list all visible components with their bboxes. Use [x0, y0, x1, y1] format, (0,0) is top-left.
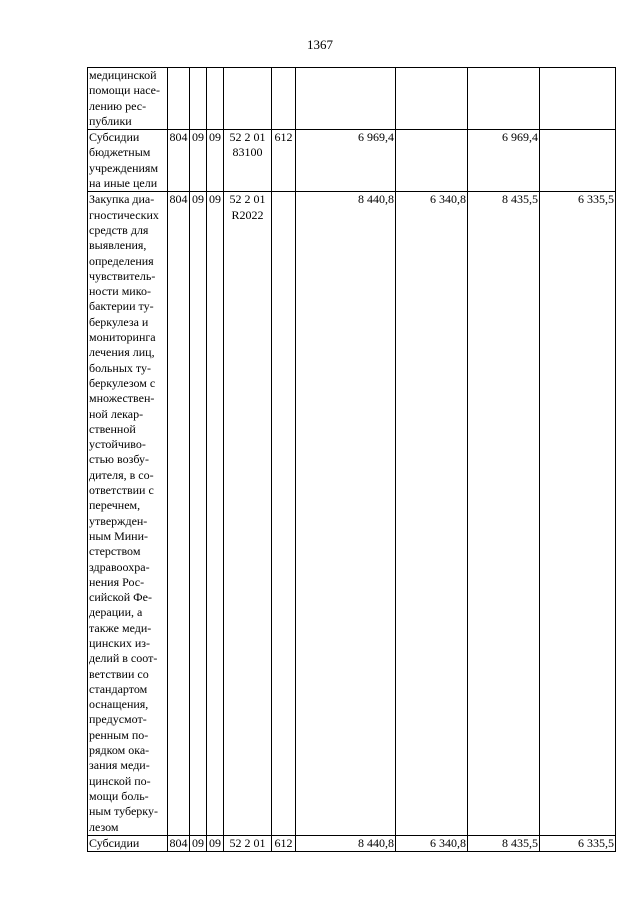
item-name-line: Субсидии	[89, 130, 140, 145]
item-name-line: лезом	[89, 819, 119, 834]
amount-cell-4	[540, 68, 616, 130]
item-name-line: выявления,	[89, 238, 147, 253]
item-name-line: также меди-	[89, 620, 152, 635]
amount-cell-1: 8 440,8	[296, 192, 396, 835]
item-name-line: предусмот-	[89, 712, 147, 727]
item-name-line: на иные цели	[89, 176, 158, 191]
item-name-line: оснащения,	[89, 697, 149, 712]
section-code-cell: 09	[190, 192, 207, 835]
item-name-cell	[88, 68, 168, 130]
expense-type-cell: 612	[272, 835, 296, 851]
amount-cell-2	[396, 130, 468, 192]
amount-cell-1	[296, 68, 396, 130]
target-article-cell	[224, 192, 272, 835]
item-name-line: стерством	[89, 544, 141, 559]
target-article-cell	[224, 68, 272, 130]
item-name-line: цинских из-	[89, 635, 151, 650]
item-name-line: беркулезом с	[89, 375, 156, 390]
table-row	[88, 835, 616, 851]
item-name-line: чувствитель-	[89, 268, 156, 283]
subsection-code-cell: 09	[207, 130, 224, 192]
target-article-line: R2022	[231, 207, 264, 222]
page-number: 1367	[307, 37, 333, 52]
table-row	[88, 192, 616, 835]
item-name-line: беркулеза и	[89, 314, 149, 329]
ministry-code-cell: 804	[169, 835, 188, 850]
item-name-line: нения Рос-	[89, 574, 145, 589]
item-name-line: устойчиво-	[89, 437, 146, 452]
target-article-cell	[224, 835, 272, 851]
amount-cell-1: 8 440,8	[296, 835, 396, 851]
budget-table	[87, 67, 616, 852]
item-name-cell	[88, 192, 168, 835]
item-name-line: дителя, в со-	[89, 467, 154, 482]
item-name-line: Закупка диа-	[89, 192, 155, 207]
expense-type-cell	[272, 68, 296, 130]
item-name-line: ответствии с	[89, 483, 154, 498]
item-name-cell	[88, 130, 168, 192]
item-name-line: средств для	[89, 222, 149, 237]
amount-cell-3: 6 969,4	[468, 130, 540, 192]
target-article-line: 83100	[232, 145, 263, 160]
target-article-line: 52 2 01	[229, 835, 266, 850]
item-name-line: публики	[89, 113, 132, 128]
table-row	[88, 68, 616, 130]
table-row	[88, 130, 616, 192]
ministry-code-cell: 804	[168, 130, 190, 192]
subsection-code-cell: 09	[207, 192, 224, 835]
item-name-line: ственной	[89, 421, 136, 436]
amount-cell-2: 6 340,8	[396, 835, 468, 851]
item-name-line: стью возбу-	[89, 452, 149, 467]
amount-cell-1: 6 969,4	[296, 130, 396, 192]
item-name-line: дерации, а	[89, 605, 143, 620]
item-name-line: утвержден-	[89, 513, 148, 528]
ministry-code-cell: 804	[168, 192, 190, 835]
item-name-line: зания меди-	[89, 758, 150, 773]
section-code-cell: 09	[190, 130, 207, 192]
item-name-line: гностических	[89, 207, 159, 222]
amount-cell-2: 6 340,8	[396, 192, 468, 835]
table-body	[88, 68, 616, 852]
item-name-line: медицинской	[89, 68, 157, 82]
expense-type-cell	[272, 192, 296, 835]
section-code-cell	[190, 68, 207, 130]
target-article-line: 52 2 01	[229, 130, 266, 145]
item-name-line: сийской Фе-	[89, 590, 152, 605]
item-name-line: Субсидии	[89, 835, 140, 850]
item-name-line: лению рес-	[89, 98, 147, 113]
item-name-line: ной лекар-	[89, 406, 144, 421]
amount-cell-3: 8 435,5	[468, 192, 540, 835]
item-name-line: множествен-	[89, 391, 155, 406]
item-name-line: мониторинга	[89, 330, 156, 345]
item-name-line: мощи боль-	[89, 788, 149, 803]
expense-type-cell: 612	[272, 130, 296, 192]
item-name-line: делий в соот-	[89, 651, 158, 666]
item-name-line: стандартом	[89, 681, 148, 696]
item-name-line: рядком ока-	[89, 743, 150, 758]
item-name-line: ным туберку-	[89, 804, 158, 819]
ministry-code-cell	[168, 68, 190, 130]
item-name-line: бактерии ту-	[89, 299, 154, 314]
section-code-cell: 09	[190, 835, 207, 851]
amount-cell-3	[468, 68, 540, 130]
item-name-line: перечнем,	[89, 498, 141, 513]
item-name-line: больных ту-	[89, 360, 151, 375]
item-name-cell	[88, 835, 168, 851]
item-name-line: ным Мини-	[89, 528, 149, 543]
item-name-line: ности мико-	[89, 284, 151, 299]
target-article-cell	[224, 130, 272, 192]
item-name-line: ренным по-	[89, 727, 149, 742]
item-name-line: определения	[89, 253, 154, 268]
amount-cell-2	[396, 68, 468, 130]
item-name-line: цинской по-	[89, 773, 151, 788]
amount-cell-4: 6 335,5	[540, 192, 616, 835]
amount-cell-3: 8 435,5	[468, 835, 540, 851]
item-name-line: лечения лиц,	[89, 345, 155, 360]
subsection-code-cell: 09	[207, 835, 224, 851]
item-name-line: здравоохра-	[89, 559, 150, 574]
item-name-line: ветствии со	[89, 666, 149, 681]
item-name-line: бюджетным	[89, 145, 151, 160]
item-name-line: учреждениям	[89, 160, 159, 175]
item-name-line: помощи насе-	[89, 83, 160, 98]
amount-cell-4: 6 335,5	[540, 835, 616, 851]
subsection-code-cell	[207, 68, 224, 130]
amount-cell-4	[540, 130, 616, 192]
target-article-line: 52 2 01	[229, 192, 266, 207]
